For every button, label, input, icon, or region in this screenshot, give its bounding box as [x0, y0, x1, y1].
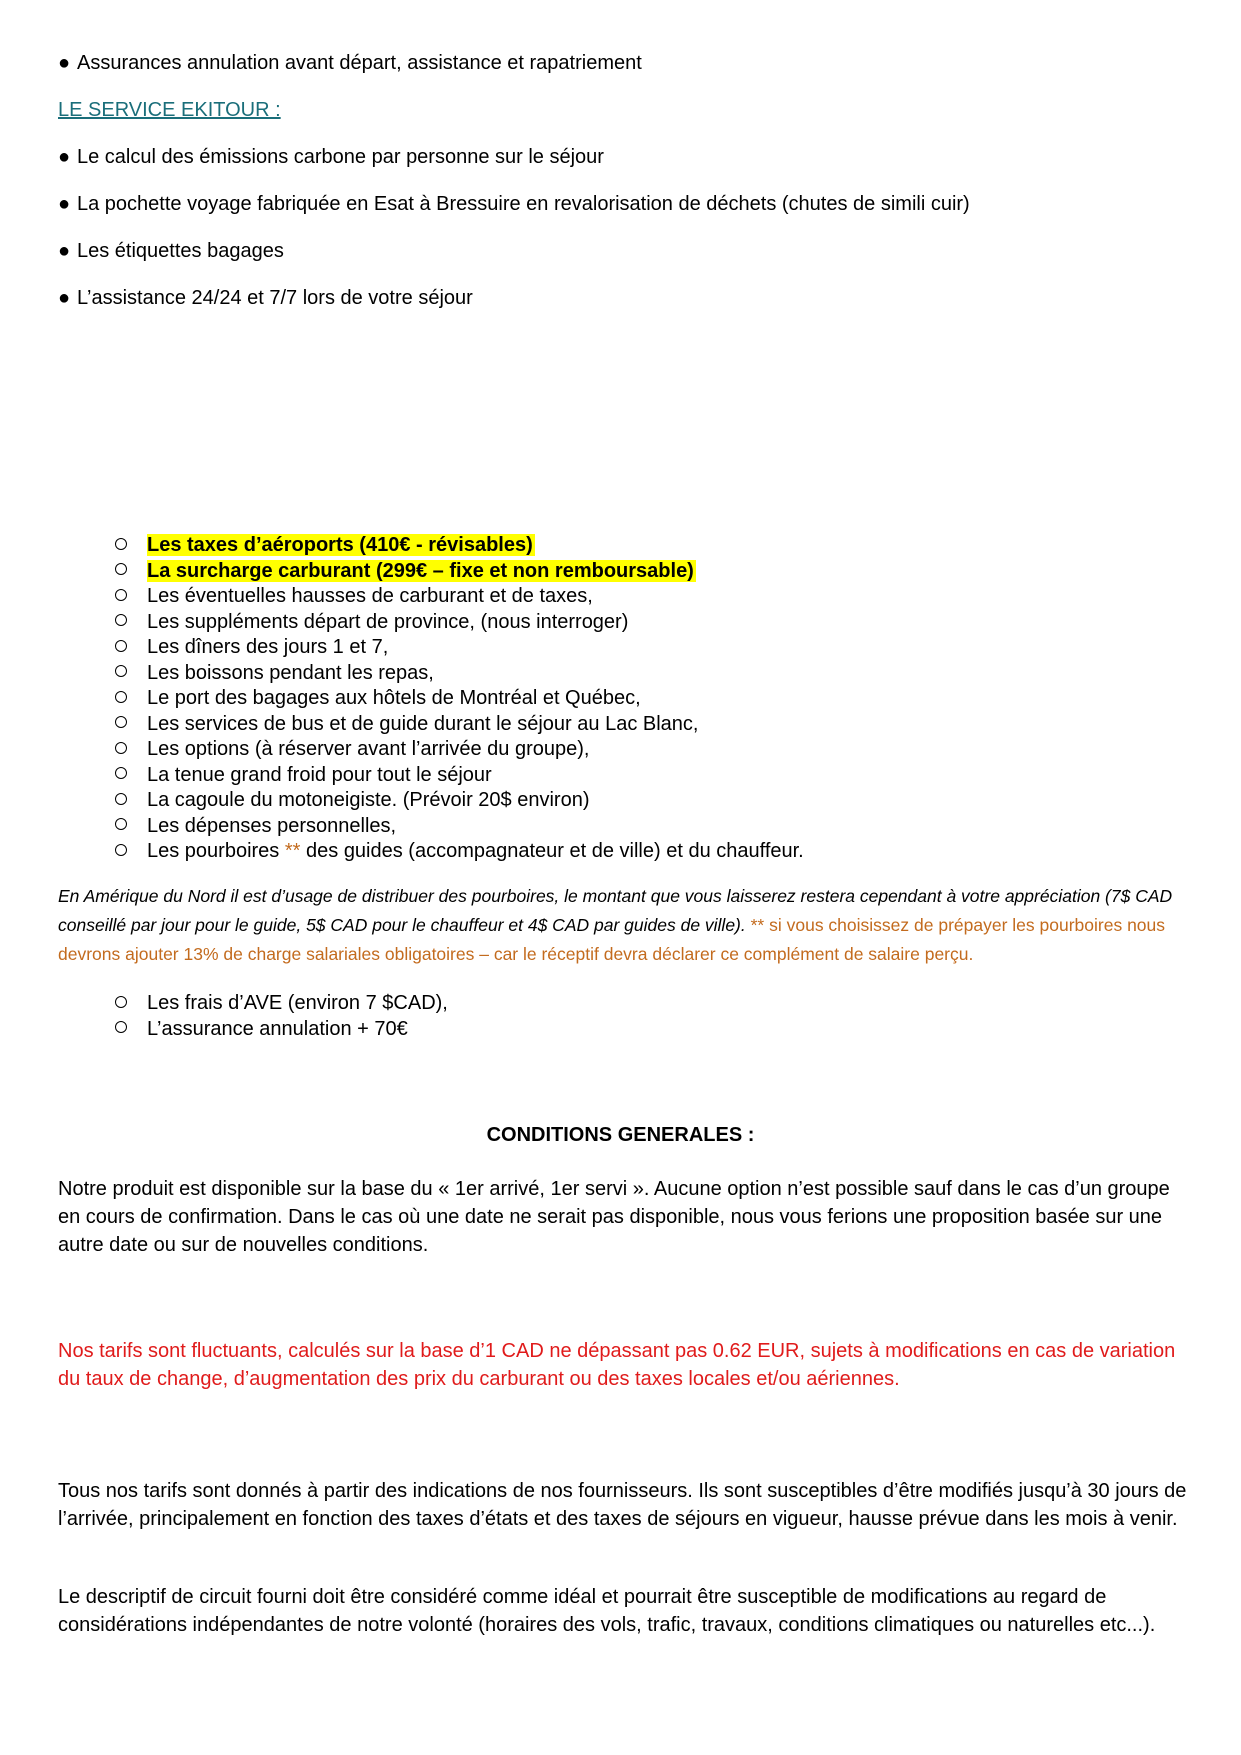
rates-warning-paragraph: Nos tarifs sont fluctuants, calculés sur la base d’1 CAD ne dépassant pas 0.62 EUR, sujets à modifications en cas de variation du taux de change, d’augmentation des prix du carburant ou des taxes locales et/ou aériennes.	[58, 1340, 1176, 1390]
service-item-text: La pochette voyage fabriquée en Esat à Bressuire en revalorisation de déchets (chutes de simili cuir)	[77, 193, 970, 215]
list-item	[112, 584, 804, 610]
fuel-surcharge-highlight: La surcharge carburant (299€ – fixe et non remboursable)	[147, 559, 694, 582]
circle-bullet-icon	[115, 1021, 127, 1033]
list-item	[112, 991, 448, 1017]
list-item	[112, 635, 804, 661]
conditions-title: CONDITIONS GENERALES :	[486, 1124, 755, 1146]
airport-taxes-highlight: Les taxes d’aéroports (410€ - révisables)	[147, 534, 533, 556]
circle-bullet-icon	[115, 767, 127, 779]
circle-bullet-icon	[115, 793, 127, 805]
extra-exclusions-list	[112, 991, 448, 1042]
availability-paragraph: Notre produit est disponible sur la base du « 1er arrivé, 1er servi ». Aucune option n’est possible sauf dans le cas d’un groupe en cours de confirmation. Dans le cas où une date ne serait pas disponible, nous vous ferions une proposition basée sur une autre date ou sur de nouvelles conditions.	[58, 1178, 1170, 1256]
list-item-text: La cagoule du motoneigiste. (Prévoir 20$ environ)	[147, 789, 590, 811]
tips-prefix: Les pourboires	[147, 840, 285, 862]
list-item-text: Les frais d’AVE (environ 7 $CAD),	[147, 992, 448, 1014]
insurance-bullet	[58, 50, 642, 77]
circle-bullet-icon	[115, 691, 127, 703]
circle-bullet-icon	[115, 742, 127, 754]
circle-bullet-icon	[115, 716, 127, 728]
insurance-text: Assurances annulation avant départ, assistance et rapatriement	[77, 52, 642, 74]
list-item	[112, 737, 804, 763]
circle-bullet-icon	[115, 818, 127, 830]
circle-bullet-icon	[115, 844, 127, 856]
tips-note-italic: En Amérique du Nord il est d’usage de distribuer des pourboires, le montant que vous laisserez restera cependant à votre appréciation (7$ CAD conseillé par jour pour le guide, 5$ CAD pour le chauffeur et 4$ CAD par guides de ville).	[58, 886, 1173, 935]
bullet-icon: ●	[58, 287, 71, 309]
list-item	[112, 533, 804, 559]
list-item-text: Les boissons pendant les repas,	[147, 661, 434, 684]
list-item-text: Les suppléments départ de province, (nous interroger)	[147, 610, 629, 633]
service-item	[58, 191, 970, 218]
circle-bullet-icon	[115, 538, 127, 550]
tips-suffix: des guides (accompagnateur et de ville) et du chauffeur.	[300, 840, 804, 862]
circle-bullet-icon	[115, 665, 127, 677]
bullet-icon: ●	[58, 52, 71, 74]
list-item-text: L’assurance annulation + 70€	[147, 1017, 408, 1040]
list-item-text: Les dépenses personnelles,	[147, 814, 397, 837]
bullet-icon: ●	[58, 193, 71, 215]
list-item-text: La tenue grand froid pour tout le séjour	[147, 763, 492, 786]
service-item-text: L’assistance 24/24 et 7/7 lors de votre séjour	[77, 287, 473, 309]
exclusions-list	[112, 533, 804, 865]
list-item	[112, 763, 804, 789]
service-item-text: Les étiquettes bagages	[77, 240, 284, 262]
list-item-text: Le port des bagages aux hôtels de Montréal et Québec,	[147, 687, 641, 709]
list-item	[112, 610, 804, 636]
circle-bullet-icon	[115, 996, 127, 1008]
circle-bullet-icon	[115, 563, 127, 575]
tips-note	[58, 882, 1188, 969]
service-title-text: LE SERVICE EKITOUR :	[58, 99, 281, 121]
circle-bullet-icon	[115, 640, 127, 652]
circle-bullet-icon	[115, 589, 127, 601]
service-item-text: Le calcul des émissions carbone par personne sur le séjour	[77, 146, 604, 168]
list-item	[112, 1017, 448, 1043]
tips-note-prepay: ** si vous choisissez de prépayer les pourboires nous devrons ajouter 13% de charge salariales obligatoires – car le réceptif devra déclarer ce complément de salaire perçu.	[58, 915, 1166, 964]
list-item	[112, 839, 804, 865]
list-item-text: Les options (à réserver avant l’arrivée du groupe),	[147, 738, 590, 760]
service-item	[58, 144, 604, 171]
list-item-text: Les éventuelles hausses de carburant et de taxes,	[147, 585, 593, 607]
list-item	[112, 814, 804, 840]
service-title	[58, 97, 281, 124]
list-item	[112, 686, 804, 712]
bullet-icon: ●	[58, 240, 71, 262]
list-item-text: Les services de bus et de guide durant le séjour au Lac Blanc,	[147, 712, 699, 735]
bullet-icon: ●	[58, 146, 71, 168]
service-item	[58, 285, 473, 312]
itinerary-paragraph: Le descriptif de circuit fourni doit être considéré comme idéal et pourrait être susceptible de modifications au regard de considérations indépendantes de notre volonté (horaires des vols, trafic, travaux, conditions climatiques ou naturelles etc...).	[58, 1586, 1156, 1636]
list-item	[112, 661, 804, 687]
list-item	[112, 788, 804, 814]
suppliers-paragraph: Tous nos tarifs sont donnés à partir des indications de nos fournisseurs. Ils sont susceptibles d’être modifiés jusqu’à 30 jours de l’arrivée, principalement en fonction des taxes d’états et des taxes de séjours en vigueur, hausse prévue dans les mois à venir.	[58, 1480, 1187, 1530]
list-item-text: Les dîners des jours 1 et 7,	[147, 636, 389, 658]
tips-stars: **	[284, 840, 301, 862]
service-item	[58, 238, 284, 265]
list-item	[112, 559, 804, 585]
list-item	[112, 712, 804, 738]
circle-bullet-icon	[115, 614, 127, 626]
